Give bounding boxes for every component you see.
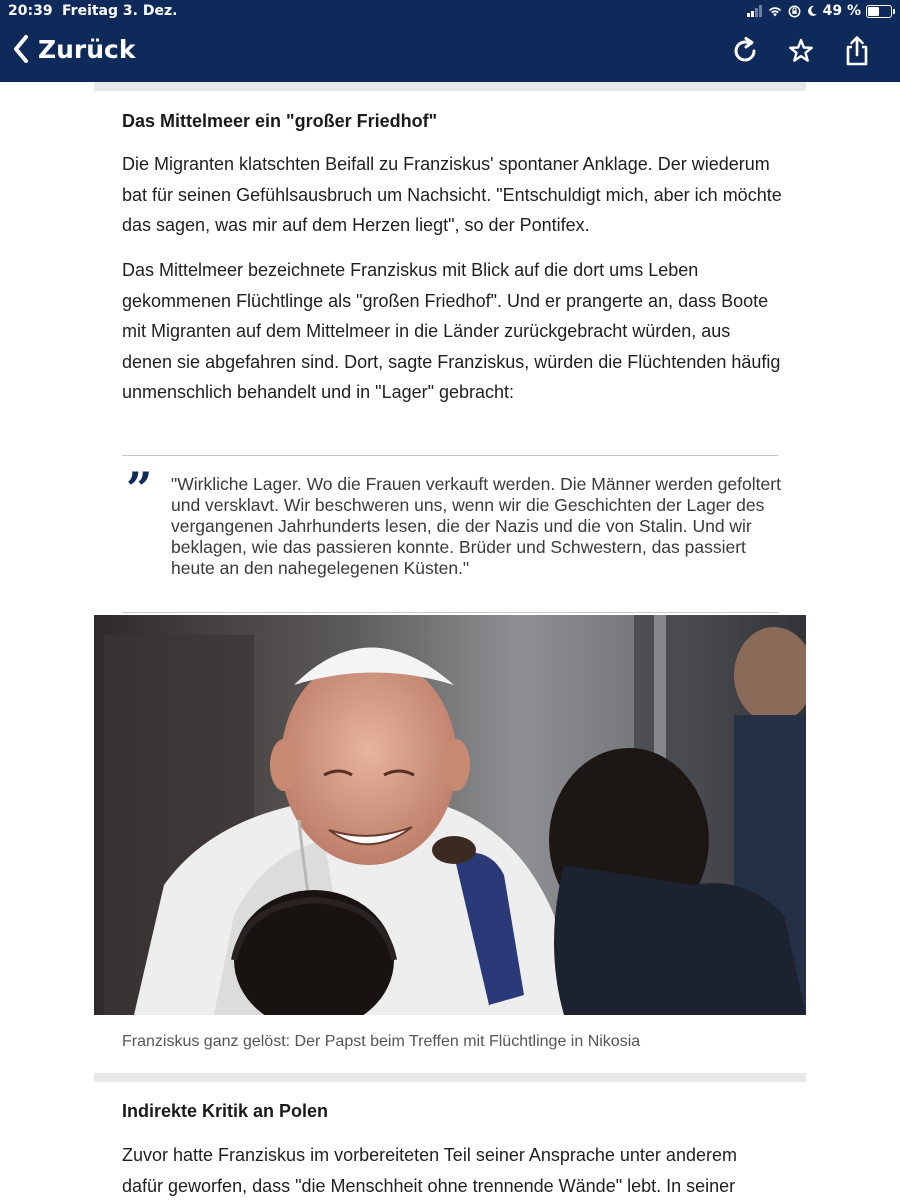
quote-divider <box>122 612 778 613</box>
nav-actions <box>730 34 872 68</box>
back-button[interactable] <box>12 34 136 64</box>
quote-mark-icon: ” <box>126 462 153 516</box>
article-photo[interactable] <box>94 615 806 1015</box>
status-time: 20:39 <box>8 3 53 19</box>
battery-percent: 49 % <box>822 3 861 19</box>
wifi-icon <box>767 5 783 17</box>
section-separator <box>94 1073 806 1082</box>
share-icon <box>844 35 870 67</box>
section-heading: Das Mittelmeer ein "großer Friedhof" <box>122 111 438 131</box>
status-right <box>747 3 892 19</box>
back-label: Zurück <box>38 34 136 64</box>
moon-icon <box>806 5 818 17</box>
paragraph: Das Mittelmeer bezeichnete Franziskus mit Blick auf die dort ums Leben gekommenen Flüchtlinge als "großen Friedhof". Und er prangerte an, dass Boote mit Migranten auf dem Mittelmeer in die Länder zurückgebracht würden, aus denen sie abgefahren sind. Dort, sagte Franziskus, würden die Flüchtenden häufig unmenschlich behandelt und in "Lager" gebracht: <box>122 260 781 402</box>
orientation-lock-icon <box>788 5 801 18</box>
bookmark-button[interactable] <box>786 34 816 68</box>
photo-image <box>94 615 806 1015</box>
reload-button[interactable] <box>730 34 760 68</box>
quote-divider <box>122 455 778 456</box>
star-icon <box>787 37 815 65</box>
section-heading: Indirekte Kritik an Polen <box>122 1101 329 1121</box>
share-button[interactable] <box>842 34 872 68</box>
paragraph: Die Migranten klatschten Beifall zu Franziskus' spontaner Anklage. Der wiederum bat für seinen Gefühlsausbruch um Nachsicht. "Entschuldigt mich, aber ich möchte das sagen, was mir auf dem Herzen liegt", so der Pontifex. <box>122 154 782 235</box>
battery-icon <box>866 5 892 18</box>
navigation-bar <box>0 28 900 76</box>
top-bar <box>0 0 900 82</box>
section-separator <box>94 82 806 91</box>
status-date: Freitag 3. Dez. <box>62 3 178 19</box>
blockquote: "Wirkliche Lager. Wo die Frauen verkauft werden. Die Männer werden gefoltert und versklavt. Wir beschweren uns, wenn wir die Geschichten der Lager des vergangenen Jahrhunderts lesen, die der Nazis und die von Stalin. Und wir beklagen, wie das passieren konnte. Brüder und Schwestern, das passiert heute an den nahegelegenen Küsten." <box>171 474 781 578</box>
reload-icon <box>730 36 760 66</box>
chevron-left-icon <box>12 34 30 64</box>
paragraph: Zuvor hatte Franziskus im vorbereiteten Teil seiner Ansprache unter anderem dafür geworfen, dass "die Menschheit ohne trennende Wände" lebt. In seiner <box>122 1145 737 1196</box>
status-bar <box>0 0 900 24</box>
cellular-signal-icon <box>747 5 762 17</box>
photo-caption: Franziskus ganz gelöst: Der Papst beim Treffen mit Flüchtlinge in Nikosia <box>122 1033 641 1050</box>
